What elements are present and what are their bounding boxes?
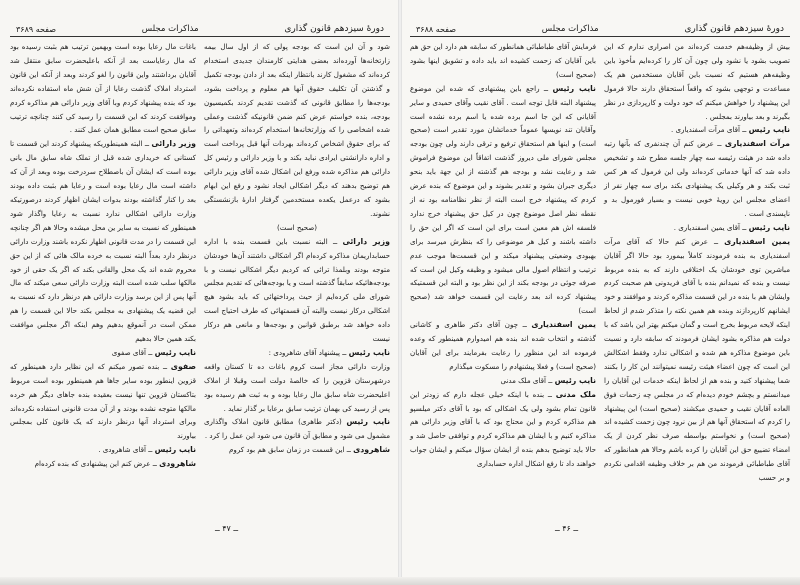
text-columns — [10, 40, 390, 471]
speech — [204, 346, 390, 360]
speech — [10, 457, 196, 471]
text-columns — [410, 40, 790, 485]
speech-text: ــ این قسمت در زمان سابق هم بود کروم — [229, 445, 351, 455]
speaker-name: مرآت اسفندیاری — [724, 139, 790, 149]
session-title: دورهٔ سیزدهم قانون گذاری — [684, 24, 784, 34]
column-left — [410, 40, 596, 485]
session-title: دورهٔ سیزدهم قانون گذاری — [284, 24, 384, 34]
speech — [10, 443, 196, 457]
page-bottom-edge — [0, 577, 800, 585]
speech — [204, 415, 390, 443]
speech — [410, 374, 596, 388]
speech — [410, 82, 596, 318]
page-header — [10, 12, 390, 37]
speech — [410, 318, 596, 374]
speech — [204, 235, 390, 346]
folio-number: ــ ۴۶ ــ — [555, 524, 579, 533]
column-right — [204, 40, 390, 471]
speech-text: ــ عرض کنم آن چندنفری که بآنها رتبه داده شد در هیئت رئیسه سه چهار جلسه مطرح شد و تشخیص داده شد که آنها خدماتی کرده‌اند ولی این فرمول که هر کس ثبت بکند و هر وکیلی یک پیشنهادی بکند برای سه چهار نفر از اعضای مجلس این رویهٔ خوبی نیست و بسیار فورمول بد و ناپسندی است . — [604, 139, 790, 218]
speaker-name: نایب رئیس — [554, 375, 596, 385]
speech-text: ــ آقای صفوی — [111, 347, 153, 357]
page-number: صفحه ۳۶۸۸ — [416, 25, 457, 34]
book-gutter — [398, 0, 402, 585]
section-title: مذاکرات مجلس — [541, 24, 599, 34]
section-title: مذاکرات مجلس — [141, 24, 199, 34]
speech — [204, 443, 390, 457]
speaker-name: شاهرودی — [159, 459, 196, 469]
speech-text: ــ عرض کنم این پیشنهادی که بنده کرده‌ام — [34, 459, 157, 469]
speaker-name: صفوی — [170, 361, 196, 371]
speech — [10, 360, 196, 443]
paragraph: فرمایش آقای طباطبائی همانطور که سابقه هم دارد این حق هم باین آقایان که زحمت کشیده اند باید داده و تشویق اینها بشود (صحیح است) — [410, 42, 596, 79]
paragraph: (صحیح است) — [277, 222, 317, 232]
paragraph: بیش از وظیفه‌هم خدمت کرده‌اند من اصراری ندارم که این تصویب بشود یا نشود ولی چون آن کار را کرده‌ایم مأخوذ باین وظیفه‌هم هستیم که نسبت باین آقایان مستخدمین هم یک مساعدت و توجهی بشود که واقعاً استحقاق دارند حالا فرمول این پیشنهاد را خواهش میکنم که خود دولت و کارپردازی در نظر بگیرند و بعد بیاورند بمجلس . — [604, 42, 790, 121]
folio-number: ــ ۴۷ ــ — [215, 524, 239, 533]
speech-text: ــ البته نسبت باین قسمت بنده با اداره حسابداریمان مذاکره کرده‌ام اگر اشکالی داشتند آن‌ها خودشان متوجه بودند وبلمذا ترائی که کردیم دیگر اشکالی نیست و با بودجه‌هائیکه سابقاً گذشته است و یا بودجه‌هائی که تقدیم مجلس شورای ملی کرده‌ایم از حیث پرداختهائی که باید بشود هیچ اشکالی درکار نیست والبته آن قسمتهائی که طرف احتیاج است داده خواهد شد برطبق قوانین و بودجه‌ها و مانعی هم درکار نیست — [204, 236, 390, 344]
paragraph: شود و آن این است که بودجه پولی که از اول سال بیمه زارتخانه‌ها آورده‌اند بعضی هدایتی کارمندان جدیدی استخدام کرده‌اند که مشغول کارند بانتظار اینکه بعد از دادن بودجه تکمیل و گذشتن آن تکلیف حقوق آنها هم معلوم و پرداخت بشود، بودجه‌ها را مطابق قانونی که گذشت تقدیم کردند بکمیسیون بودجه، بنده خواستم عرض کنم ضمن قانونیکه گذشت وعملی شده اشخاصی را که وزارتخانه‌ها استخدام کرده‌اند وتعهداتی را که برای حقوق اشخاص کرده‌اند بهردات آنها قبل پرداخت است و اداره دارانشتی ایرادی نباید بکند و با وزیر دارائی و رئیس کل دارائی هم مذاکره شده ورفع این اشکال شده آقای وزیر دارائی هم توضیح بدهند که دیگر اشکالی ایجاد نشود و رفع این ابهام بشود که درعمل یکعده مستخدمین گرفتار ادارهٔ بازنشستگی نشوند. — [204, 42, 390, 218]
speech-text: ــ پیشنهاد آقای شاهرودی : — [268, 347, 347, 357]
speech — [410, 388, 596, 471]
speaker-name: ملک مدنی — [555, 389, 596, 399]
speech-text: ــ بنده تصور میکنم که این نظایر دارد همینطور که قزوین اینطور بوده سایر جاها هم همینطور بوده است مربوط بتاکستان قزوین تنها نیست بعقیده بنده جاهای دیگر هم خرده مالکها متوجه نشده بودند و از آن مدت قانونی استفاده نکرده‌اند وبرای استرداد آنها درنظر دارند که یک قانون کلی بمجلس بیاورند — [10, 361, 196, 441]
speaker-name: یمین اسفندیاری — [531, 320, 596, 330]
speech-text: ــ بنده با اینکه خیلی عجله دارم که زودتر این قانون تمام بشود ولی یک اشکالی که بود با آقای دکتر میلسپو هم مذاکره کردم و این محتاج بود که با آقای وزیر دارائی هم مذاکره کنیم و با ایشان هم مذاکره کردم و توافقی حاصل شد و حالا باید توضیح بدهم بنده از ایشان سؤال میکنم و ایشان جواب خواهند داد تا رفع اشکال اداره حسابداری — [410, 389, 596, 469]
speech-text: ــ عرض کنم حالا که آقای مرآت اسفندیاری به بنده فرمودند کاملاً بیمورد بود حالا اگر آقایان مباشرین توی خودشان یک اختلافی دارند که به بنده مربوط نیست و بنده که نمیدانم بنده با آقای فریدونی هم صحبت کردم وایشان هم با بنده در این قسمت مذاکره کردند و موافقند و خود ایشانهم کارپردازند وبنده هم همین نکته را متذکر شدم از لحاظ اینکه لایحه مربوط بخرج است و گمان میکنم بهتر این باشد که با دولت هم مذاکره بشود ایشان فرمودند که سابقه دارد و نسبت باین موضوع مذاکره هم شده و اشکالی ندارد وفقط اشکالش این است که چون اعضاء هیئت رئیسه نمیتوانند این کار را بکنند شما پیشنهاد کنید و بنده هم از لحاظ اینکه خدمات این آقایان را میدانستم و بچشم خودم دیده‌ام که در مجلس چه زحمات فوق العاده آقایان نقیب و حمیدی میکشند (صحیح است) این پیشنهاد را کردم که استحقاق آنها هم از بین نرود چون زحمت کشیده اند (صحیح است) و نخواستم بواسطه صرف نظر کردن از یک امضاء تضییع حق این آقایان را کرده باشم وحالا هم همانطور که آقای طباطبائی فرمودند من هم بر خلاف وظیفه اقدامی نکردم و بر حسب — [604, 236, 790, 483]
speech — [604, 123, 790, 137]
speech-text: ــ آقای یمین اسفندیاری . — [673, 222, 747, 232]
right-page — [400, 0, 800, 585]
page-number: صفحه ۳۶۸۹ — [16, 25, 57, 34]
paragraph: باغات مال رعایا بوده است وبهمین ترتیب هم بثبت رسیده بود که مال رعایاست بعد از آنکه باعلیحضرت سابق منتقل شد آقایان برداشتند واین قانون را لغو کردند وبعد از آنکه این قانون استرداد املاک گذشت رعایا از آن شش ماه استفاده نکرده‌اند بود که بنده پیشنهاد کردم وبا آقای وزیر دارائی هم مذاکره کردم وموافقت کردند که این قسمت را رسید کی کنند چنانچه ترتیب سابق صحیح است مطابق همان عمل کنند . — [10, 42, 196, 135]
speech — [10, 137, 196, 346]
speaker-name: نایب رئیس — [552, 83, 596, 93]
speech — [604, 235, 790, 485]
speaker-name: نایب رئیس — [346, 417, 390, 427]
speech — [604, 221, 790, 235]
speech-text: ــ آقای شاهرودی . — [98, 445, 153, 455]
speech-text: ــ آقای ملک مدنی — [500, 375, 553, 385]
speaker-name: نایب رئیس — [348, 347, 390, 357]
paragraph: وزارت دارائی مجاز است کروم باغات ده تا کستان واقعه درشهرستان قزوین را که خالصهٔ دولت است وقبلا از املاک اعلیحضرت شاه سابق مال رعایا بوده و به ثبت هم رسیده بود پس از رسید کی بهمان ترتیب سابق برعایا بر گذار نماید . — [204, 361, 390, 413]
column-left — [10, 40, 196, 471]
speech — [10, 346, 196, 360]
speaker-name: نایب رئیس — [748, 125, 790, 135]
speaker-name: شاهرودی — [353, 445, 390, 455]
speaker-name: نایب رئیس — [748, 222, 790, 232]
column-right — [604, 40, 790, 485]
speaker-name: نایب رئیس — [154, 445, 196, 455]
page-header — [410, 12, 790, 37]
speaker-name: یمین اسفندیاری — [724, 236, 790, 246]
speaker-name: وزیر دارائی — [342, 236, 390, 246]
speech-text: (دکتر طاهری) مطابق قانون املاک واگذاری مشمول می شود و مطابق آن قانون می شود این عمل را کرد . — [204, 417, 390, 441]
speech-text: ــ راجع باین پیشنهادی که شده این موضوع پیشنهاد البته قابل توجه است . آقای نقیب وآقای حمیدی و سایر آقایانی که این جا اسم برده شده یا اسم برده نشده است وآقایان تند نویسها عموماً خدماتشان مورد تقدیر است (صحیح است) و اینها هم استحقاق ترفیع و ترقی دارند ولی چون بودجه مجلس شورای ملی دیروز گذشت اتفاقاً این موضوع فراموش شد و رعایت نشد و بودجه هم گذشته از این جهة باید بنحو دیگری جبران بشود و تقدیر بشوند و این موضوع که بنده عرض کردم که پیشنهاد خرج است البته از نظر نظامنامه بود نه از نقطه نظر اصل موضوع چون در کیل حق پیشنهاد خرج ندارد فلسفه اش هم معین است برای این است که اگر این حق را داشته باشند و کیل هر موضوعی را که بنظرش میرسد برای بهبودی وضعیتی پیشنهاد میکند و این قسمت‌ها موجب عدم ترتیب و انتظام اصول مالی میشود و وظیفه وکیل این است که صرفه جوئی در بودجه بکند از این نظر بود و البته این قسمتیکه پیشنهاد کرده اند بعد رعایت این قسمت خواهد شد (صحیح است) — [410, 83, 596, 316]
speech — [604, 137, 790, 220]
speech-text: ــ آقای مرآت اسفندیاری . — [671, 125, 747, 135]
speech-text: ــ چون آقای دکتر طاهری و کاشانی گذشته و انتخاب شده اند بنده هم امیدوارم همینطور که وعده فرموده اند این منظور را رعایت بفرمایند برای این آقایان (صحیح است) و فعلا پیشنهادم را مسکوت میگذارم — [410, 320, 596, 371]
speech-text: ــ البته همینطوریکه پیشنهاد کردند این قسمت تا کستانی که خریداری شده قبل از تملک شاه سابق مال بانی بوده است که ایشان آن باصطلاح سردرخت بوده وبعد از آن که داشته است مال رعایا بوده است و رعایا هم بثبت داده بودند بعد را کنار گذاشته بودند بدوات ایشان اظهار کردند درصورتیکه وزارت دارائی اشکالی ندارد نسبت به رعایا واگذار شود همینطور که نسبت به سایر ین محل میشده وحالا هم اگر چنانچه این قسمت را در مدت قانونی اظهار نکرده باشند وزارت دارائی درنظر دارد بعداً البته نسبت به خرده مالک هائی که از این حق محروم شده اند یک محل والقانی بکند که اگر یک حقی از خود مالکها سلب شده است البته وزارت دارائی سعی میکند که مال آنها پس از این برسد وزارت دارائی هم درنظر دارد که نسبت به این قضیه یک پیشنهادی به مجلس بکند حالا این قسمت را هم ممکن است در آنموقع بدهیم وهم اینکه اگر مجلس موافقت بکند همین حالا بدهیم — [10, 139, 196, 344]
speaker-name: وزیر دارائی — [151, 139, 196, 149]
speaker-name: نایب رئیس — [154, 347, 196, 357]
